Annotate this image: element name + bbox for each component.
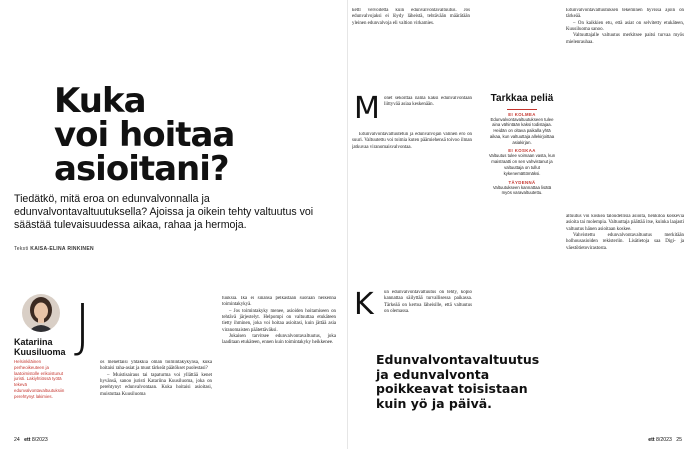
drop-cap: J bbox=[74, 291, 92, 359]
byline-author: KAISA-ELINA RINKINEN bbox=[30, 246, 94, 252]
body-paragraph: – Muistisairaus tai tapaturma voi yllättää kenet hyvänsä, sanoo juristi Katariina Kuusiluoma, joka on perehtynyt edunvalvontaan. Kuka hoitaisi asioitasi, muistuttaa Kuusiluoma bbox=[100, 372, 212, 397]
body-paragraph: Edunvalvontavaltuutetun ja edunvalvojan välinen ero on suuri. Valtuutettu voi toimia kuten päämiehensä toivoo ilman jatkuvaa viranomaisvalvontaa. bbox=[352, 132, 472, 150]
byline-label: Teksti bbox=[14, 246, 29, 252]
box-heading: TÄYDENNÄ bbox=[508, 179, 536, 185]
body-column bbox=[384, 290, 472, 326]
page-number-right bbox=[648, 437, 682, 443]
body-paragraph: Valtuuttajalle valtuutus merkitsee paitsi turvaa myös mielenrauhaa. bbox=[566, 33, 684, 45]
body-paragraph: altuutus voi koskea taloudellisia asioita, henkilöä koskevia asioita tai molempia. Valtuuttaja päättää itse, kuinka laajasti valtuutus hänen asioitaan koskee. bbox=[566, 214, 684, 232]
box-title: Tarkkaa peliä bbox=[490, 93, 554, 104]
body-paragraph: Jokaisen tarvitsee edunvalvontavaltuutus, joka laaditaan etukäteen, ennen kuin toimintakyky heikkenee. bbox=[222, 334, 336, 346]
person-name: Katariina Kuusiluoma bbox=[14, 337, 66, 357]
person-bio: Helsinkiläinen perheoikeuteen ja laatoimistolle erikoistunut juristi. Lakiyhtiössä työtä tekevä edunvalvontavaltuutuksiin perehtynyt lakimies. bbox=[14, 359, 65, 399]
drop-cap: K bbox=[354, 287, 374, 322]
title-line: asioitani? bbox=[54, 149, 229, 189]
sidebar-box bbox=[488, 94, 556, 199]
body-paragraph: os menettäisi yhtäkkiä oman toimintakykynsä, kuka hoitaisi raha-asiat ja muut tärkeät päätökset puolestasi? bbox=[100, 360, 212, 372]
body-paragraph: Vahvistettu edunvalvontavaltuutus merkitään holhousasioiden rekisteriin. Lisätietoja saa Digi- ja väestötietovirastosta. bbox=[566, 233, 684, 251]
body-column bbox=[352, 132, 472, 282]
drop-cap: M bbox=[354, 91, 380, 126]
page-number-left bbox=[14, 437, 48, 443]
body-column bbox=[566, 8, 684, 208]
body-column bbox=[100, 360, 212, 440]
magazine-name: ett bbox=[648, 437, 655, 443]
box-heading: EI KOLMEA bbox=[508, 111, 536, 117]
body-column bbox=[222, 296, 336, 438]
box-heading: EI KOSKAA bbox=[508, 148, 536, 154]
body-column bbox=[352, 8, 470, 78]
body-paragraph: kettl velvoitetta kuin edunvalvontavaltuutus. Jos edunvalvojaksi ei löydy läheistä, tehtävään määrätään yleinen edunvalvoja eli valtion virkamies. bbox=[352, 8, 470, 26]
box-text: Valtuutus tulee voimaan vasta, kun maistraatti on sen vahvistanut ja valtuuttaja on tullut kykenemättömäksi. bbox=[488, 153, 556, 176]
page-number: 24 bbox=[14, 437, 20, 443]
title-line: Kuka bbox=[54, 81, 146, 121]
right-page bbox=[348, 0, 696, 449]
box-text: Edunvalvontavaltuutukseen tulee aina vähintään kaksi todistajaa. Heidän on oltava paikalla yhtä aikaa, kun valtuuttaja allekirjoittaa asiakirjan. bbox=[489, 116, 555, 145]
pull-quote: Edunvalvontavaltuutus ja edunvalvonta poikkeavat toisistaan kuin yö ja päivä. bbox=[376, 352, 540, 411]
byline bbox=[14, 246, 94, 252]
body-column bbox=[384, 96, 472, 130]
avatar bbox=[22, 294, 60, 332]
body-paragraph: – On kaikkien etu, että asiat on selvitetty etukäteen, Kuusiluoma sanoo. bbox=[566, 20, 684, 33]
body-column bbox=[566, 214, 684, 436]
lead-paragraph: Tiedätkö, mitä eroa on edunvalvonnalla ja edunvalvontavaltuutuksella? Ajoissa ja oikein tehty valtuutus voi säästää tulevaisuudessa aikaa, rahaa ja hermoja. bbox=[14, 193, 314, 231]
body-paragraph: onet sekoittaa nämä kaksi edunvalvontaan liittyvää asiaa keskenään. bbox=[384, 96, 472, 108]
magazine-name: ett bbox=[24, 437, 31, 443]
title-line: voi hoitaa bbox=[54, 115, 235, 155]
article-title bbox=[54, 81, 235, 189]
page-number: 25 bbox=[676, 437, 682, 443]
body-paragraph: tuuksia. Ikä ei sinänsä pelkästään suoraan heikennä toimintakykyä. bbox=[222, 296, 336, 308]
box-text: Valtuutukseen kannattaa lisätä myös varavaltuutettu. bbox=[492, 184, 552, 196]
issue-number: 8/2023 bbox=[656, 437, 672, 443]
body-paragraph: un edunvalvontavaltuutus on tehty, kopio kannattaa säilyttää turvallisessa paikassa. Tärkeää on kertoa läheisille, että valtuutus on olemassa. bbox=[384, 290, 472, 315]
body-paragraph: – Jos toimintakyky menee, asioiden hoitamiseen on tehtävä järjestelyt. Helpompi on valtuuttaa etukäteen tietty ihminen, joka voi hoitaa asioitasi, kuin jättää asia viranomaisten päätettäväksi. bbox=[222, 308, 336, 333]
box-divider bbox=[507, 109, 537, 110]
body-paragraph: Edunvalvontavaltuutuksen tekeminen hyvissä ajoin on tärkeää. bbox=[566, 8, 684, 20]
issue-number: 8/2023 bbox=[31, 437, 48, 443]
portrait-photo bbox=[22, 294, 60, 332]
